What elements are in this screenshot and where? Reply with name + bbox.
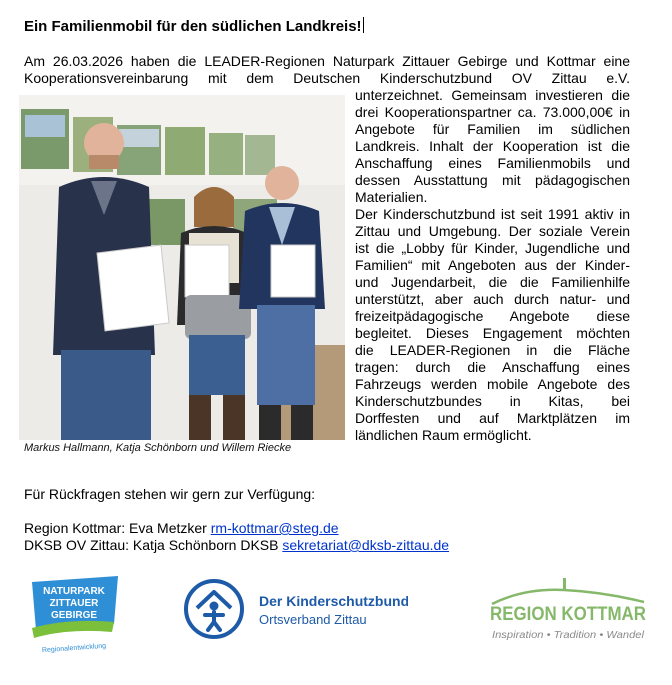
article-line: Kinderschutzbundes in Kitas, bei (355, 393, 630, 409)
article-line: ländlichen Raum ermöglicht. (355, 427, 532, 443)
logo-text: GEBIRGE (50, 610, 98, 621)
logo-tagline: Regionalentwicklung (41, 642, 107, 655)
article-line: Zittau und Umgebung. Der soziale Verein (355, 223, 630, 239)
article-line: Landkreis. Inhalt der Kooperation ist die (355, 138, 630, 154)
article-line: Der Kinderschutzbund ist seit 1991 aktiv in (355, 206, 630, 222)
article-line: Fahrzeugs werden mobile Angebote des (355, 376, 630, 392)
article-line: Materialien. (355, 189, 428, 205)
contact-label: DKSB OV Zittau: Katja Schönborn DKSB (24, 537, 283, 553)
contact-intro: Für Rückfragen stehen wir gern zur Verfügung: (24, 486, 316, 502)
logo-text: ZITTAUER (49, 598, 99, 609)
signing-photo (19, 95, 345, 440)
region-kottmar-logo (484, 574, 654, 646)
article-line: Familien“ mit Angeboten aus der Kinder- (355, 257, 630, 273)
article-line: die LEADER-Regionen in die Fläche (355, 342, 630, 358)
headline: Ein Familienmobil für den südlichen Landkreis! (24, 18, 362, 35)
intro-line: Kooperationsvereinbarung mit dem Deutschen Kinderschutzbund OV Zittau e.V. (24, 70, 630, 86)
kinderschutzbund-logo (183, 578, 408, 640)
logo-text: NATURPARK (43, 586, 105, 597)
logo-subtext: Ortsverband Zittau (259, 612, 367, 627)
logo-tagline: Inspiration • Tradition • Wandel (492, 630, 645, 641)
email-link-dksb[interactable]: sekretariat@dksb-zittau.de (282, 537, 450, 553)
intro-line: Am 26.03.2026 haben die LEADER-Regionen Naturpark Zittauer Gebirge und Kottmar eine (24, 53, 630, 69)
article-line: unterzeichnet. Gemeinsam investieren die (355, 87, 630, 103)
contact-line-dksb (24, 537, 449, 554)
article-line: tragen: durch die Anschaffung eines (355, 359, 630, 375)
intro-paragraph (24, 53, 630, 87)
article-line: begleitet. Dieses Engagement möchten (355, 325, 630, 341)
contact-line-kottmar (24, 520, 339, 537)
article-line: drei Kooperationspartner ca. 73.000,00€ in (355, 104, 630, 120)
article-line: unterstützt, aber auch durch natur- und (355, 291, 630, 307)
article-line: Dorffesten und auf Marktplätzen im (355, 410, 630, 426)
article-text-column (355, 87, 630, 444)
text-cursor (363, 17, 364, 33)
article-line: ist die „Lobby für Kinder, Jugendliche und (355, 240, 630, 256)
article-line: und Jugendarbeit, die die Familienhilfe (355, 274, 630, 290)
logo-text: REGION KOTTMAR (490, 604, 647, 625)
logo-text: Der Kinderschutzbund (259, 593, 408, 609)
article-line: freizeitpädagogische Angebote diese (355, 308, 630, 324)
email-link-kottmar[interactable]: rm-kottmar@steg.de (210, 520, 339, 536)
article-line: Angebote für Familien im südlichen (355, 121, 630, 137)
naturpark-zittauer-gebirge-logo (28, 572, 124, 656)
article-line: Anschaffung eines Familienmobils und (355, 155, 630, 171)
article-line: dessen Ausstattung mit pädagogischen (355, 172, 630, 188)
contact-label: Region Kottmar: Eva Metzker (24, 520, 211, 536)
photo-caption: Markus Hallmann, Katja Schönborn und Willem Riecke (24, 442, 292, 454)
